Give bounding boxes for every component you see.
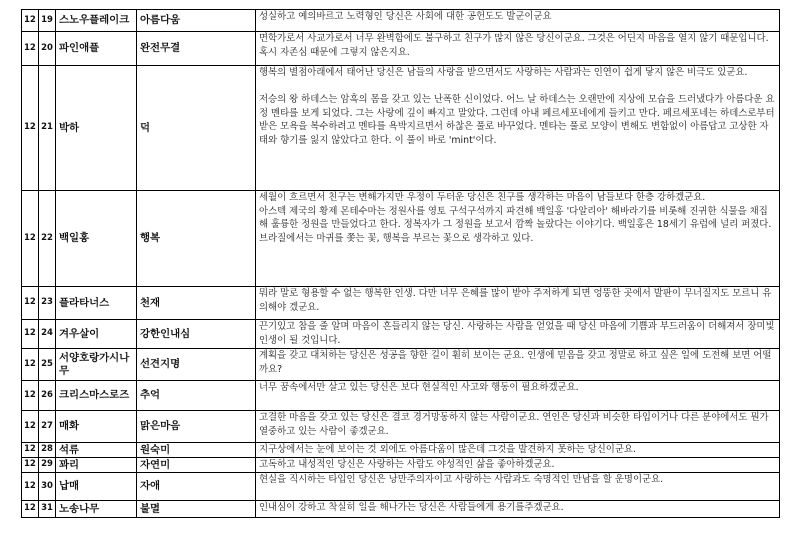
table-row: [22, 10, 780, 32]
description-cell: 행복의 별점아래에서 태어난 당신은 남들의 사랑을 받으면서도 사랑하는 사람과는 인연이 쉽게 닿지 않은 비극도 있군요. 저승의 왕 하데스는 암흑의 몸을 갖고 있는 난폭한 신이었다. 어느 날 하데스는 오랜만에 지상에 모습을 드러냈다가 아름다운 요정 멘타를 보게 되었다. 그는 사랑에 깊이 빠지고 말았다. 그런데 아내 페르세포네에게 들키고 만다. 페르세포네는 하데스로부터 받은 모욕을 복수하려고 멘타를 욕박지르면서 하찮은 풀로 바꾸었다. 멘타는 풀로 모양이 변해도 변함없이 아름답고 고상한 자태와 향기를 잃지 않았다고 한다. 이 풀이 바로 'mint'이다.: [256, 66, 780, 191]
table-row: [22, 381, 780, 411]
flower-name-cell: 서양호랑가시나무: [56, 349, 137, 381]
table-row: [22, 320, 780, 349]
flower-name-cell: 겨우살이: [56, 320, 137, 349]
table-row: [22, 458, 780, 473]
day-cell: 21: [39, 66, 56, 191]
flower-calendar-table: [21, 9, 780, 518]
month-cell: 12: [22, 443, 39, 458]
table-row: [22, 411, 780, 443]
month-cell: 12: [22, 287, 39, 320]
table-row: [22, 501, 780, 518]
table-row: [22, 66, 780, 191]
description-cell: 계획을 갖고 대처하는 당신은 성공을 향한 길이 훤히 보이는 군요. 인생에 믿음을 갖고 정말로 하고 싶은 일에 도전해 보면 어떨까요?: [256, 349, 780, 381]
month-cell: 12: [22, 320, 39, 349]
flower-meaning-cell: 행복: [137, 191, 256, 287]
day-cell: 22: [39, 191, 56, 287]
description-cell: 지구상에서는 눈에 보이는 것 외에도 아름다움이 많은데 그것을 발견하지 못하는 당신이군요.: [256, 443, 780, 458]
day-cell: 28: [39, 443, 56, 458]
month-cell: 12: [22, 191, 39, 287]
day-cell: 24: [39, 320, 56, 349]
flower-meaning-cell: 덕: [137, 66, 256, 191]
month-cell: 12: [22, 501, 39, 518]
flower-name-cell: 크리스마스로즈: [56, 381, 137, 411]
flower-meaning-cell: 자연미: [137, 458, 256, 473]
table-row: [22, 443, 780, 458]
day-cell: 23: [39, 287, 56, 320]
flower-name-cell: 스노우플레이크: [56, 10, 137, 32]
flower-meaning-cell: 강한인내심: [137, 320, 256, 349]
month-cell: 12: [22, 381, 39, 411]
month-cell: 12: [22, 411, 39, 443]
flower-meaning-cell: 선견지명: [137, 349, 256, 381]
flower-meaning-cell: 천재: [137, 287, 256, 320]
day-cell: 27: [39, 411, 56, 443]
month-cell: 12: [22, 473, 39, 501]
table-row: [22, 191, 780, 287]
flower-meaning-cell: 원숙미: [137, 443, 256, 458]
flower-meaning-cell: 추억: [137, 381, 256, 411]
table-row: [22, 287, 780, 320]
description-cell: 너무 꿈속에서만 살고 있는 당신은 보다 현실적인 사고와 행동이 필요하겠군요.: [256, 381, 780, 411]
flower-name-cell: 플라타너스: [56, 287, 137, 320]
month-cell: 12: [22, 349, 39, 381]
day-cell: 30: [39, 473, 56, 501]
day-cell: 19: [39, 10, 56, 32]
day-cell: 20: [39, 32, 56, 66]
flower-meaning-cell: 완전무결: [137, 32, 256, 66]
description-cell: 인내심이 강하고 착실히 일을 해나가는 당신은 사람들에게 용기를주겠군요.: [256, 501, 780, 518]
month-cell: 12: [22, 66, 39, 191]
flower-name-cell: 백일홍: [56, 191, 137, 287]
flower-meaning-cell: 맑은마음: [137, 411, 256, 443]
description-cell: 끈기있고 참을 줄 알며 마음이 흔들리지 않는 당신. 사랑하는 사람을 얻었을 때 당신 마음에 기쁨과 부드러움이 더해져서 장미빛 인생이 될 것입니다.: [256, 320, 780, 349]
flower-name-cell: 꽈리: [56, 458, 137, 473]
month-cell: 12: [22, 32, 39, 66]
flower-meaning-cell: 자애: [137, 473, 256, 501]
flower-name-cell: 납매: [56, 473, 137, 501]
description-cell: 고결한 마음을 갖고 있는 당신은 결코 경거망동하지 않는 사람이군요. 연인은 당신과 비슷한 타입이거나 다른 분야에서도 뭔가 열중하고 있는 사람이 좋겠군요.: [256, 411, 780, 443]
flower-name-cell: 박하: [56, 66, 137, 191]
flower-name-cell: 파인애플: [56, 32, 137, 66]
flower-name-cell: 석류: [56, 443, 137, 458]
description-cell: 면학가로서 사교가로서 너무 완벽함에도 불구하고 친구가 많지 않은 당신이군요. 그것은 어딘지 마음을 열지 않기 때문입니다. 혹시 자존심 때문에 그렇지 않은지요.: [256, 32, 780, 66]
description-cell: 뭐라 말로 형용할 수 없는 행복한 인생. 다만 너무 은혜를 많이 받아 주저하게 되면 엉뚱한 곳에서 발판이 무너질지도 모르니 유의해야 겠군요.: [256, 287, 780, 320]
flower-name-cell: 노송나무: [56, 501, 137, 518]
description-cell: 현실을 직시하는 타입인 당신은 낭만주의자이고 사랑하는 사람과도 숙명적인 만남을 할 운명이군요.: [256, 473, 780, 501]
flower-meaning-cell: 불멸: [137, 501, 256, 518]
table-row: [22, 349, 780, 381]
month-cell: 12: [22, 10, 39, 32]
table-row: [22, 32, 780, 66]
description-cell: 성실하고 예의바르고 노력형인 당신은 사회에 대한 공헌도도 발군이군요: [256, 10, 780, 32]
day-cell: 29: [39, 458, 56, 473]
description-cell: 세월이 흐르면서 친구는 변해가지만 우정이 두터운 당신은 친구를 생각하는 마음이 남들보다 한층 강하겠군요. 아스텍 제국의 황제 몬테수마는 정원사를 영토 구석구석까지 파견해 백일홍 '다알리아' 해바라기를 비롯해 진귀한 식물을 채집해 훌륭한 정원을 만들었다고 한다. 정복자가 그 정원을 보고서 깜짝 놀랐다는 이야기다. 백일홍은 18세기 유럽에 널리 퍼졌다. 브라질에서는 마귀를 쫒는 꽃, 행복을 부르는 꽃으로 생각하고 있다.: [256, 191, 780, 287]
month-cell: 12: [22, 458, 39, 473]
day-cell: 31: [39, 501, 56, 518]
flower-name-cell: 매화: [56, 411, 137, 443]
day-cell: 26: [39, 381, 56, 411]
description-cell: 고독하고 내성적인 당신은 사랑하는 사람도 야성적인 삶을 좋아하겠군요.: [256, 458, 780, 473]
day-cell: 25: [39, 349, 56, 381]
table-row: [22, 473, 780, 501]
flower-meaning-cell: 아름다움: [137, 10, 256, 32]
